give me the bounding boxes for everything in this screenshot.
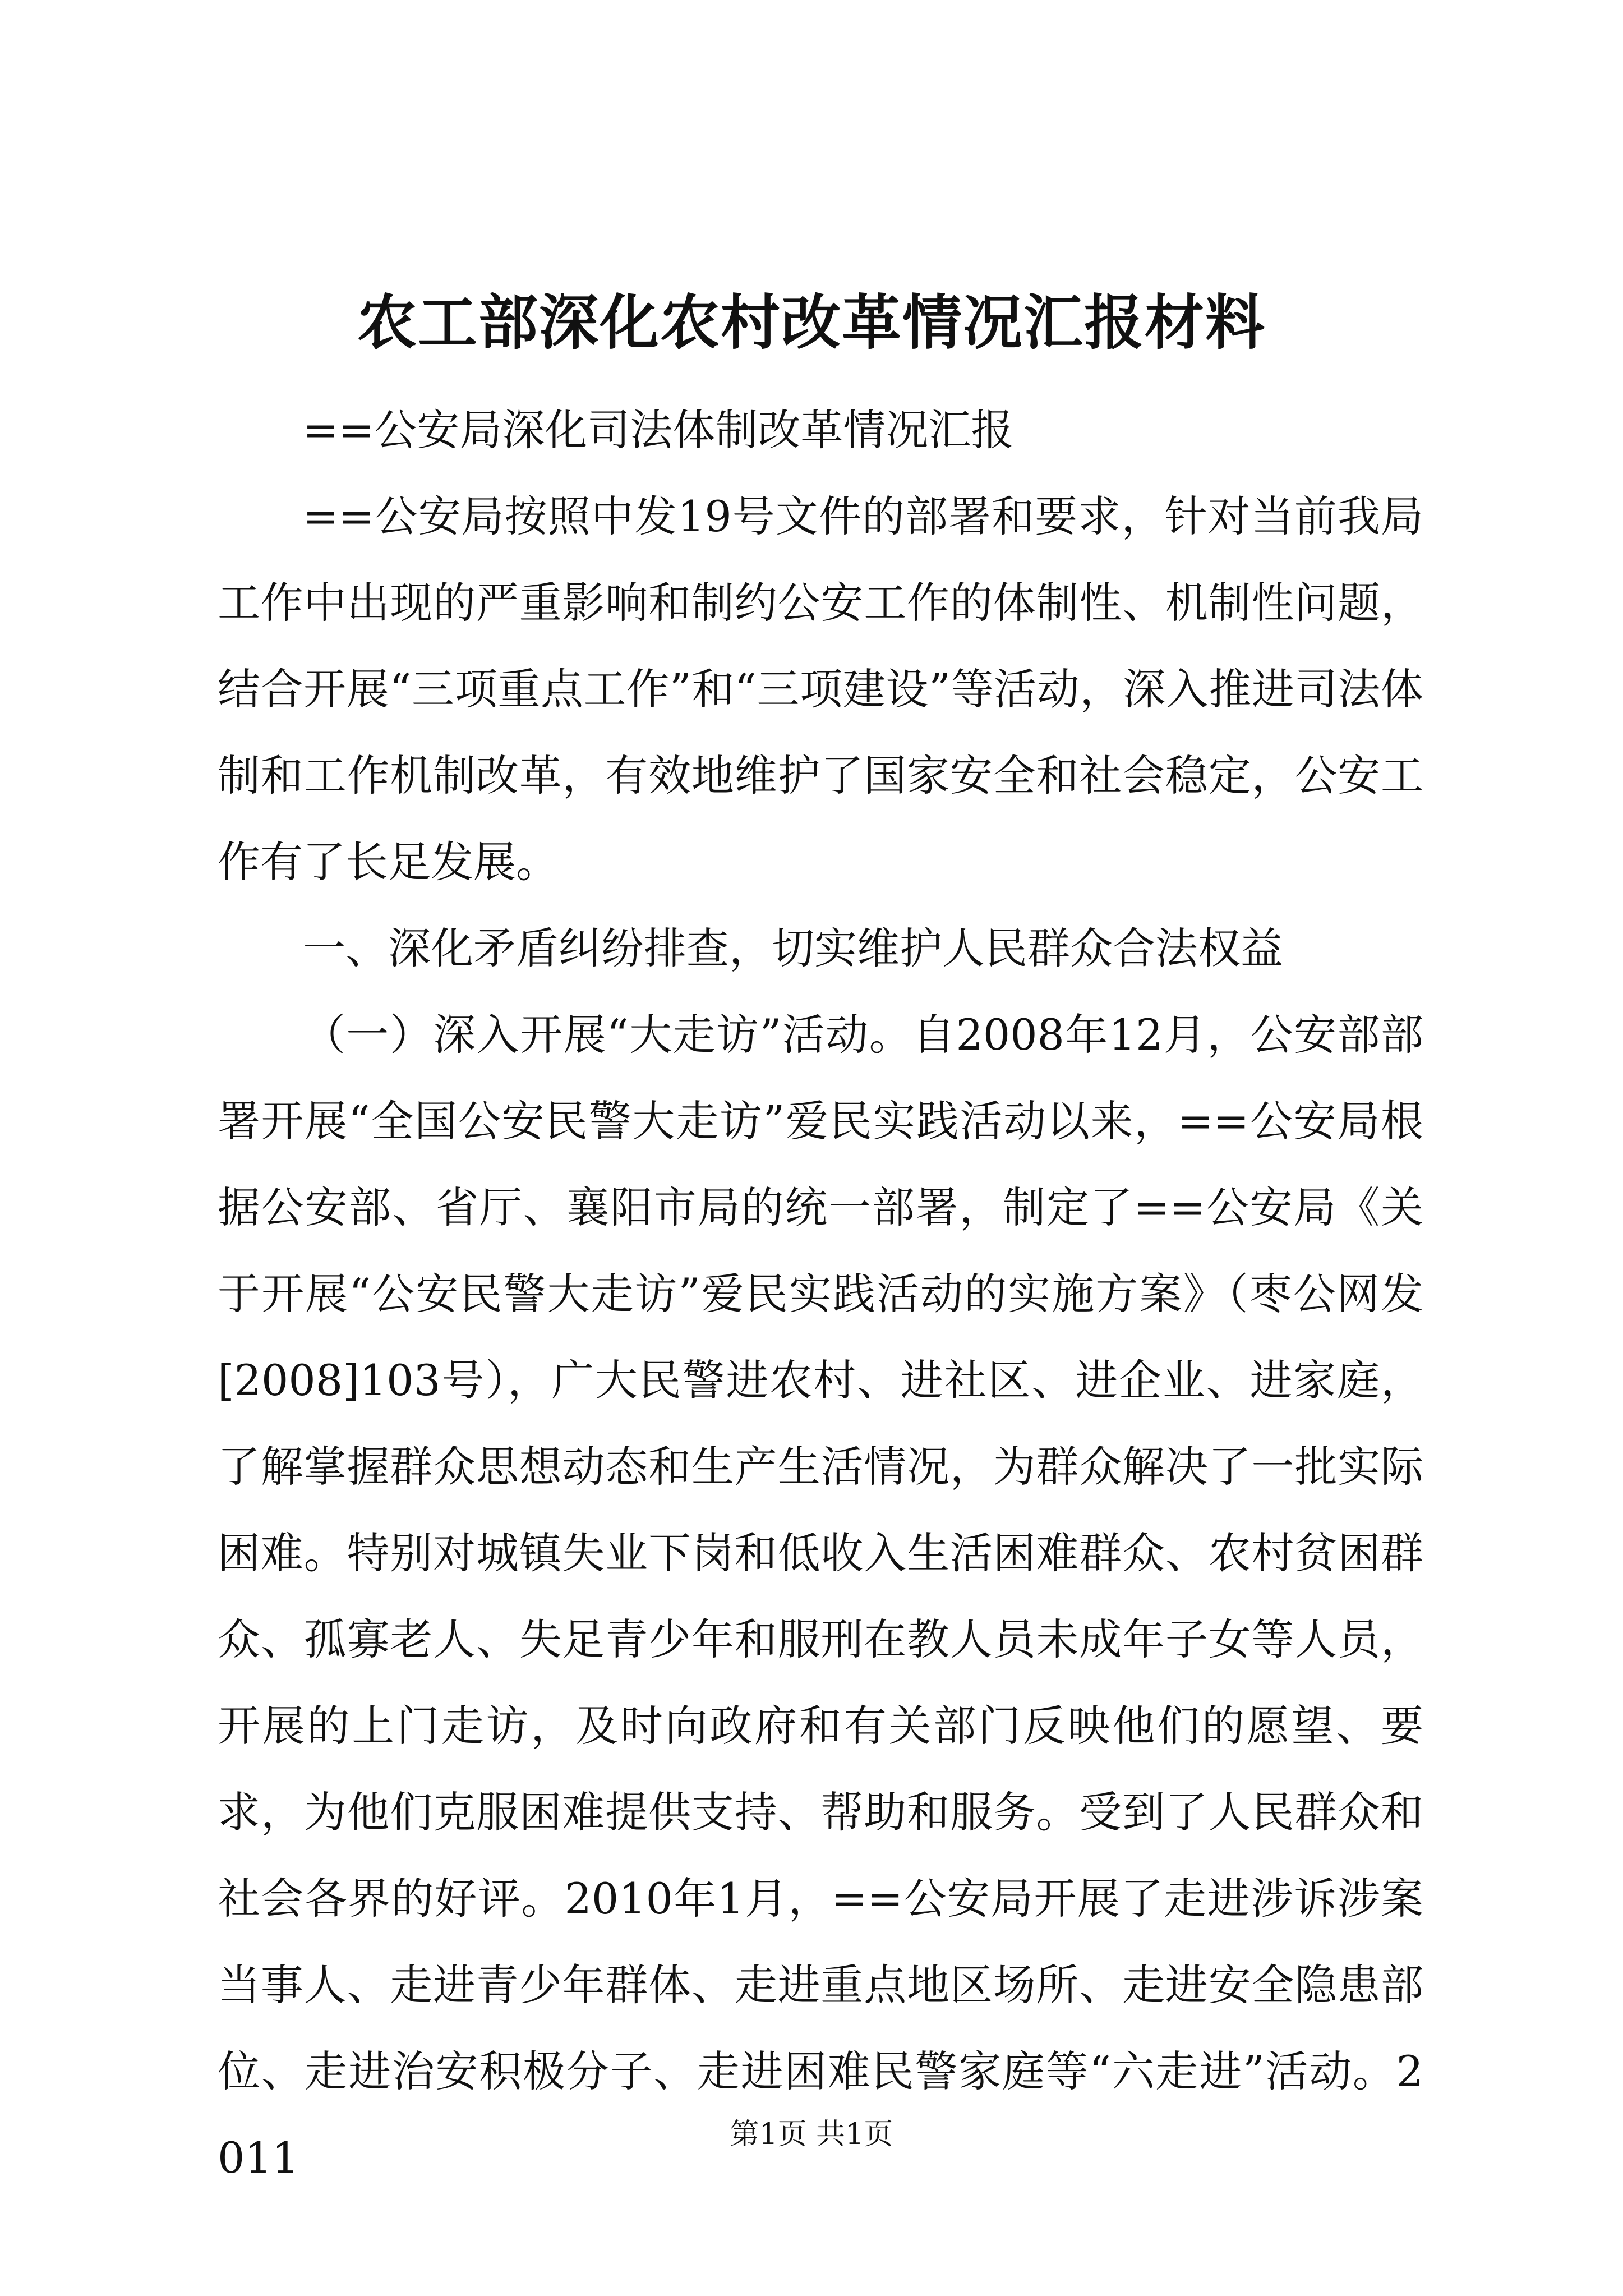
document-title: 农工部深化农村改革情况汇报材料: [357, 287, 1266, 357]
page-footer: 第1页 共1页: [730, 2118, 893, 2151]
intro-paragraph: ==公安局按照中发19号文件的部署和要求，针对当前我局工作中出现的严重影响和制约公安工作的体制性、机制性问题，结合开展“三项重点工作”和“三项建设”等活动，深入推进司法体制和工作机制改革，有效地维护了国家安全和社会稳定，公安工作有了长足发展。: [218, 491, 1423, 887]
body-paragraph: （一）深入开展“大走访”活动。自2008年12月，公安部部署开展“全国公安民警大走访”爱民实践活动以来，==公安局根据公安部、省厅、襄阳市局的统一部署，制定了==公安局《关于开展“公安民警大走访”爱民实践活动的实施方案》（枣公网发[2008]103号），广大民警进农村、进社区、进企业、进家庭，了解掌握群众思想动态和生产生活情况，为群众解决了一批实际困难。特别对城镇失业下岗和低收入生活困难群众、农村贫困群众、孤寡老人、失足青少年和服刑在教人员未成年子女等人员，开展的上门走访，及时向政府和有关部门反映他们的愿望、要求，为他们克服困难提供支持、帮助和服务。受到了人民群众和社会各界的好评。2010年1月，==公安局开展了走进涉诉涉案当事人、走进青少年群体、走进重点地区场所、走进安全隐患部位、走进治安积极分子、走进困难民警家庭等“六走进”活动。2011: [218, 1010, 1423, 2183]
subtitle-paragraph: ==公安局深化司法体制改革情况汇报: [303, 405, 1014, 455]
section-heading: 一、深化矛盾纠纷排查，切实维护人民群众合法权益: [303, 923, 1283, 973]
document-body: [218, 387, 1423, 2201]
